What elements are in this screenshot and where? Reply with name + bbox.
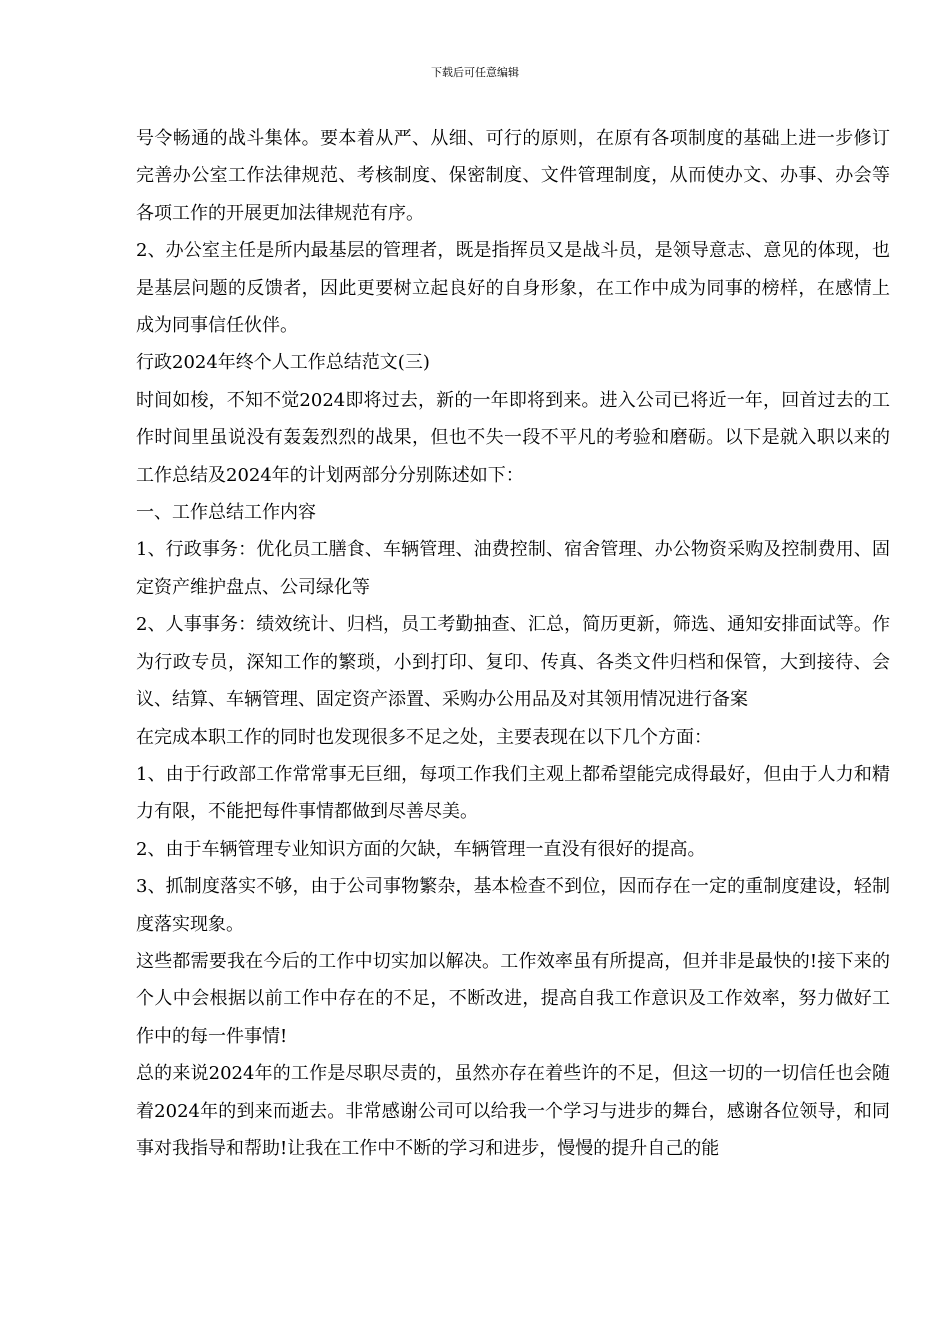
section-title: 行政2024年终个人工作总结范文(三) — [136, 352, 430, 374]
paragraph: 时间如梭，不知不觉2024即将过去，新的一年即将到来。进入公司已将近一年，回首过去的工作时间里虽说没有轰轰烈烈的战果，但也不失一段不平凡的考验和磨砺。以下是就入职以来的工作总结及2024年的计划两部分分别陈述如下： — [136, 389, 890, 486]
paragraph: 总的来说2024年的工作是尽职尽责的，虽然亦存在着些许的不足，但这一切的一切信任也会随着2024年的到来而逝去。非常感谢公司可以给我一个学习与进步的舞台，感谢各位领导，和同事对我指导和帮助!让我在工作中不断的学习和进步，慢慢的提升自己的能 — [136, 1063, 890, 1159]
paragraph: 在完成本职工作的同时也发现很多不足之处，主要表现在以下几个方面： — [136, 726, 712, 748]
paragraph: 3、抓制度落实不够，由于公司事物繁杂，基本检查不到位，因而存在一定的重制度建设，轻制度落实现象。 — [136, 876, 890, 935]
paragraph: 2、人事事务：绩效统计、归档，员工考勤抽查、汇总，简历更新，筛选、通知安排面试等。作为行政专员，深知工作的繁琐，小到打印、复印、传真、各类文件归档和保管，大到接待、会议、结算、车辆管理、固定资产添置、采购办公用品及对其领用情况进行备案 — [136, 614, 890, 711]
paragraph: 这些都需要我在今后的工作中切实加以解决。工作效率虽有所提高，但并非是最快的!接下来的个人中会根据以前工作中存在的不足，不断改进，提高自我工作意识及工作效率，努力做好工作中的每一件事情! — [136, 950, 890, 1047]
paragraph: 1、行政事务：优化员工膳食、车辆管理、油费控制、宿舍管理、办公物资采购及控制费用、固定资产维护盘点、公司绿化等 — [136, 539, 890, 598]
paragraph: 2、办公室主任是所内最基层的管理者，既是指挥员又是战斗员，是领导意志、意见的体现，也是基层问题的反馈者，因此更要树立起良好的自身形象，在工作中成为同事的榜样，在感情上成为同事信任伙伴。 — [136, 240, 890, 337]
section-heading: 一、工作总结工作内容 — [136, 502, 316, 524]
paragraph: 1、由于行政部工作常常事无巨细，每项工作我们主观上都希望能完成得最好，但由于人力和精力有限，不能把每件事情都做到尽善尽美。 — [136, 763, 890, 823]
page-header: 下载后可任意编辑 — [431, 66, 519, 79]
paragraph: 2、由于车辆管理专业知识方面的欠缺，车辆管理一直没有很好的提高。 — [136, 838, 706, 860]
document-body — [136, 120, 890, 1167]
paragraph: 号令畅通的战斗集体。要本着从严、从细、可行的原则，在原有各项制度的基础上进一步修订完善办公室工作法律规范、考核制度、保密制度、文件管理制度，从而使办文、办事、办会等各项工作的开展更加法律规范有序。 — [136, 128, 890, 224]
